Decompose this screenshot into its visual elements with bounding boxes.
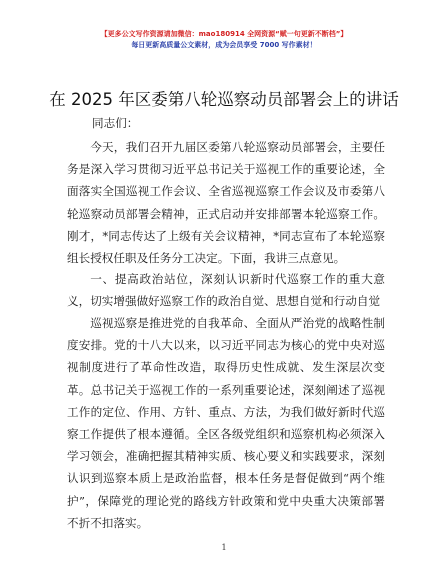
paragraph-section-1: 巡视巡察是推进党的自我革命、全面从严治党的战略性制度安排。党的十八大以来，以习近平同志为核心的党中央对巡视制度进行了革命性改造，取得历史性成就、发生深层次变革。总书记关于巡视工作的一系列重要论述，深刻阐述了巡视工作的定位、作用、方针、重点、方法，为我们做好新时代巡察工作提供了根本遵循。全区各级党组织和巡察机构必须深入学习领会，准确把握其精神实质、核心要义和实践要求，深刻认识到巡察本质上是政治监督，根本任务是督促做到“两个维护”，保障党的理论党的路线方针政策和党中央重大决策部署不折不扣落实。: [67, 316, 385, 530]
promo-banner-line-2: 每日更新高质量公文素材，成为会员享受 7000 写作素材！: [131, 41, 317, 49]
salutation: 同志们：: [92, 116, 139, 130]
promo-banner-line-1: 【更多公文写作资源请加微信：mao180914 全网资源“赋一句更新不断档”】: [100, 30, 348, 38]
paragraph-opening: 今天，我们召开九届区委第八轮巡察动员部署会，主要任务是深入学习贯彻习近平总书记关于巡视工作的重要论述，全面落实全国巡视工作会议、全省巡视巡察工作会议及市委第八轮巡察动员部署会精神，正式启动并安排部署本轮巡察工作。刚才，*同志传达了上级有关会议精神，*同志宣布了本轮巡察组长授权任职及任务分工决定。下面，我讲三点意见。: [67, 140, 385, 266]
section-heading-1: 一、提高政治站位，深刻认识新时代巡察工作的重大意义，切实增强做好巡察工作的政治自觉、思想自觉和行动自觉: [67, 272, 385, 309]
page-number: 1: [221, 543, 227, 552]
document-title: 在 2025 年区委第八轮巡察动员部署会上的讲话: [49, 90, 399, 109]
